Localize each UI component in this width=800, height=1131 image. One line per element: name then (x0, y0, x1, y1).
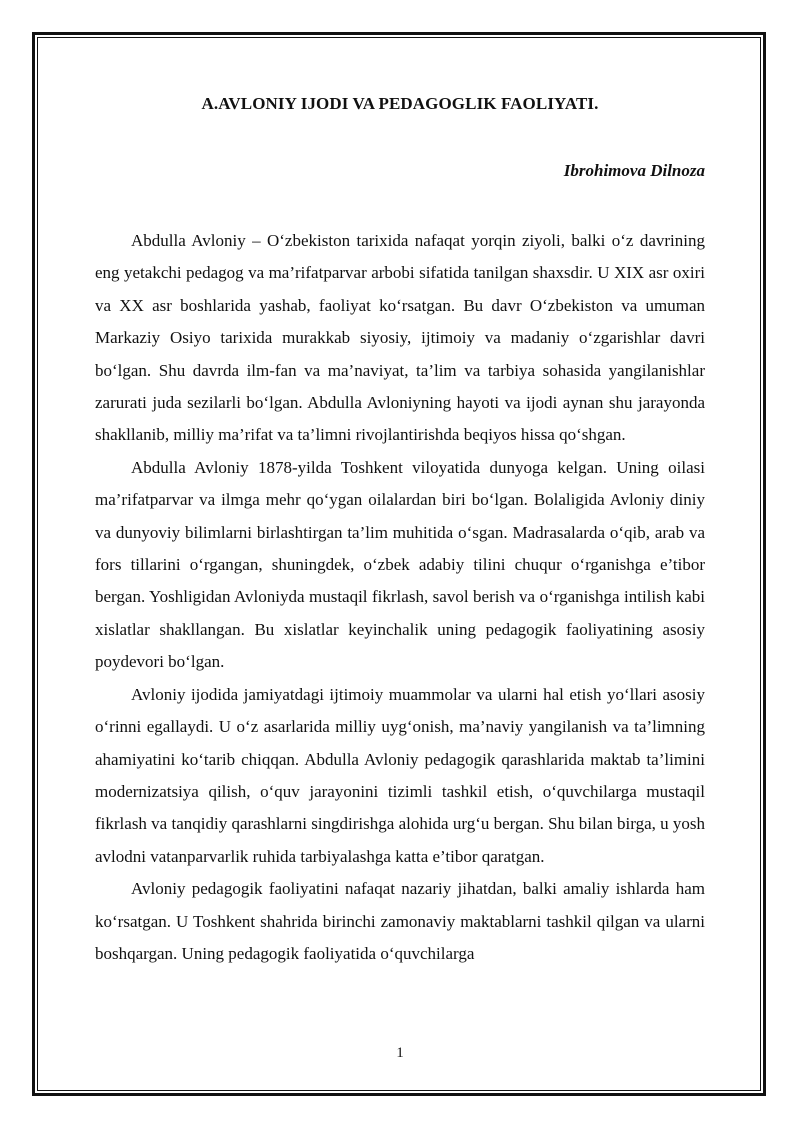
paragraph-3: Avloniy ijodida jamiyatdagi ijtimoiy muammolar va ularni hal etish yo‘llari asosiy o‘rinni egallaydi. U o‘z asarlarida milliy uyg‘onish, ma’naviy yangilanish va ta’limning ahamiyatini ko‘tarib chiqqan. Abdulla Avloniy pedagogik qarashlarida maktab ta’limini modernizatsiya qilish, o‘quv jarayonini tizimli tashkil etish, o‘quvchilarga mustaqil fikrlash va tanqidiy qarashlarni singdirishga alohida urg‘u bergan. Shu bilan birga, u yosh avlodni vatanparvarlik ruhida tarbiyalashga katta e’tibor qaratgan. (95, 684, 705, 866)
paragraph-1: Abdulla Avloniy – O‘zbekiston tarixida nafaqat yorqin ziyoli, balki o‘z davrining eng yetakchi pedagog va ma’rifatparvar arbobi sifatida tanilgan shaxsdir. U XIX asr oxiri va XX asr boshlarida yashab, faoliyat ko‘rsatgan. Bu davr O‘zbekiston va umuman Markaziy Osiyo tarixida murakkab siyosiy, ijtimoiy va madaniy o‘zgarishlar davri bo‘lgan. Shu davrda ilm-fan va ma’naviyat, ta’lim va tarbiya sohasida yangilanishlar zarurati juda sezilarli bo‘lgan. Abdulla Avloniyning hayoti va ijodi aynan shu jarayonda shakllanib, milliy ma’rifat va ta’limni rivojlantirishda beqiyos hissa qo‘shgan. (95, 231, 705, 445)
page-number: 1 (396, 1045, 404, 1061)
paragraph-2: Abdulla Avloniy 1878-yilda Toshkent viloyatida dunyoga kelgan. Uning oilasi ma’rifatparvar va ilmga mehr qo‘ygan oilalardan biri bo‘lgan. Bolaligida Avloniy diniy va dunyoviy bilimlarni birlashtirgan ta’lim muhitida o‘sgan. Madrasalarda o‘qib, arab va fors tillarini o‘rgangan, shuningdek, o‘zbek adabiy tilini chuqur o‘rganishga e’tibor bergan. Yoshligidan Avloniyda mustaqil fikrlash, savol berish va o‘rganishga intilish kabi xislatlar shakllangan. Bu xislatlar keyinchalik uning pedagogik faoliyatining asosiy poydevori bo‘lgan. (95, 457, 705, 672)
document-title: A.AVLONIY IJODI VA PEDAGOGLIK FAOLIYATI. (201, 94, 599, 113)
paragraph-4: Avloniy pedagogik faoliyatini nafaqat nazariy jihatdan, balki amaliy ishlarda ham ko‘rsatgan. U Toshkent shahrida birinchi zamonaviy maktablarni tashkil qilgan va ularni boshqargan. Uning pedagogik faoliyatida o‘quvchilarga (95, 879, 705, 963)
document-body (95, 225, 705, 970)
author-name: Ibrohimova Dilnoza (563, 161, 705, 180)
document-page (95, 92, 705, 970)
